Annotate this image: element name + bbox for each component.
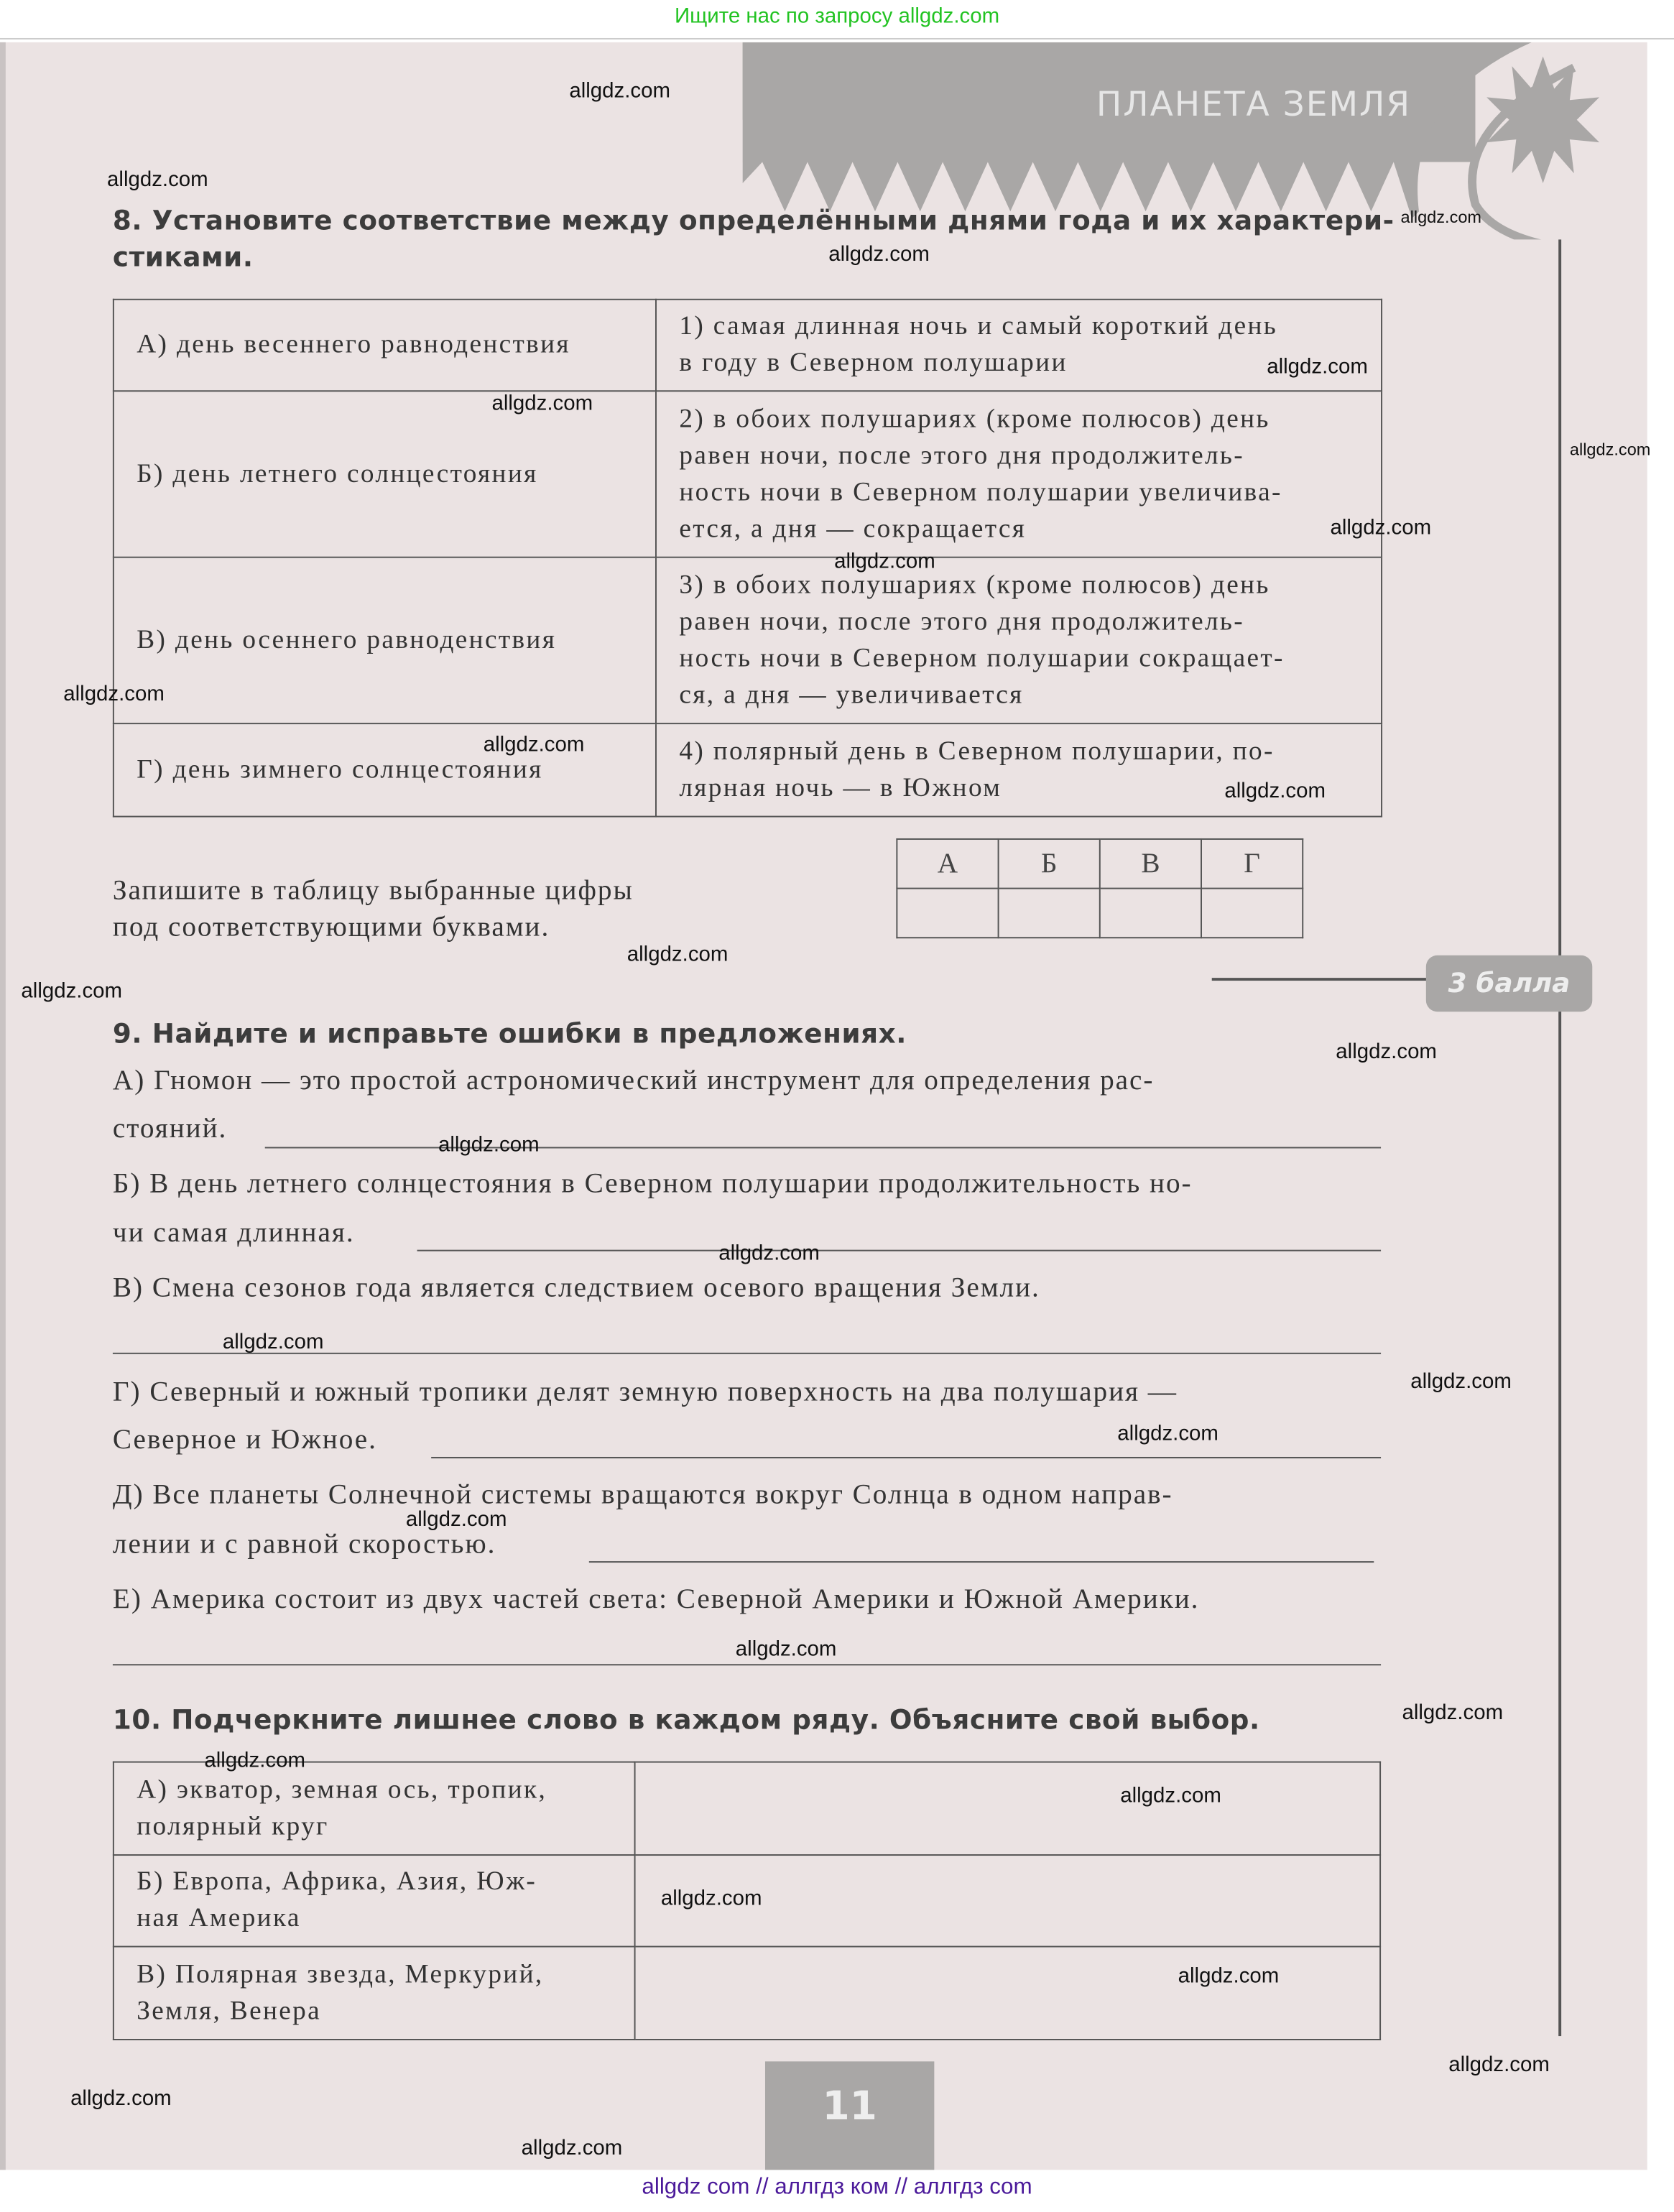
- watermark: allgdz.com: [63, 682, 165, 706]
- table-row: [114, 391, 1382, 557]
- watermark: allgdz.com: [1120, 1784, 1221, 1808]
- watermark: allgdz.com: [735, 1637, 837, 1662]
- watermark: allgdz.com: [521, 2136, 623, 2160]
- answer-header-a: А: [897, 839, 998, 889]
- q8-answer-table: [896, 838, 1303, 938]
- watermark: allgdz.com: [204, 1748, 306, 1773]
- watermark: allgdz.com: [828, 242, 930, 267]
- word-row-a: А) экватор, земная ось, тропик, полярный круг: [114, 1762, 635, 1855]
- word-row-b: Б) Европа, Африка, Азия, Юж- ная Америка: [114, 1855, 635, 1946]
- q9-sentence-g: Г) Северный и южный тропики делят земную поверхность на два полушария —: [112, 1376, 1178, 1408]
- margin-line: [1558, 239, 1561, 2036]
- explanation-cell-a[interactable]: [635, 1762, 1381, 1855]
- score-line: [1212, 978, 1430, 981]
- watermark: allgdz.com: [1410, 1369, 1512, 1394]
- answer-line-e[interactable]: [113, 1664, 1381, 1665]
- answer-cell-a[interactable]: [897, 889, 998, 938]
- answer-header-v: В: [1100, 839, 1201, 889]
- q8-matching-table: [113, 299, 1382, 818]
- watermark: allgdz.com: [222, 1330, 324, 1354]
- star-icon: [1486, 56, 1599, 183]
- day-g: Г) день зимнего солнцестояния: [114, 723, 656, 816]
- answer-header-g: Г: [1201, 839, 1303, 889]
- q8-title: 8. Установите соответствие между определёнными днями года и их характери-: [112, 205, 1395, 237]
- page-number: 11: [765, 2061, 934, 2170]
- watermark: allgdz.com: [483, 732, 585, 757]
- watermark: allgdz.com: [718, 1241, 820, 1266]
- watermark: allgdz.com: [1330, 515, 1432, 540]
- q9-sentence-b: Б) В день летнего солнцестояния в Северном полушарии продолжительность но-: [112, 1167, 1193, 1200]
- watermark: allgdz.com: [660, 1887, 762, 1911]
- q8-title-cont: стиками.: [112, 242, 254, 274]
- q9-sentence-d-cont: лении и с равной скоростью.: [112, 1529, 496, 1560]
- q8-instruction-cont: под соответствующими буквами.: [112, 911, 550, 943]
- q9-sentence-d: Д) Все планеты Солнечной системы вращаются вокруг Солнца в одном направ-: [112, 1479, 1173, 1511]
- day-a: А) день весеннего равноденствия: [114, 300, 656, 391]
- answer-line-b[interactable]: [417, 1250, 1382, 1251]
- q9-sentence-a: А) Гномон — это простой астрономический инструмент для определения рас-: [112, 1065, 1155, 1096]
- watermark: allgdz.com: [21, 979, 123, 1004]
- watermark: allgdz.com: [569, 78, 670, 103]
- day-b: Б) день летнего солнцестояния: [114, 391, 656, 557]
- description-1: 1) самая длинная ночь и самый короткий день в году в Северном полушарии: [656, 300, 1382, 391]
- watermark: allgdz.com: [1336, 1040, 1437, 1064]
- watermark: allgdz.com: [438, 1132, 540, 1157]
- q8-instruction: Запишите в таблицу выбранные цифры: [112, 874, 634, 907]
- q10-title: 10. Подчеркните лишнее слово в каждом ряду. Объясните свой выбор.: [112, 1705, 1260, 1736]
- watermark: allgdz.com: [1448, 2053, 1550, 2077]
- watermark: allgdz.com: [70, 2086, 172, 2111]
- table-row: [114, 1762, 1380, 1855]
- table-row: [114, 557, 1382, 723]
- answer-cell-b[interactable]: [999, 889, 1100, 938]
- watermark: allgdz.com: [1402, 1700, 1504, 1725]
- q9-sentence-a-cont: стояний.: [112, 1113, 228, 1144]
- q9-title: 9. Найдите и исправьте ошибки в предложениях.: [112, 1019, 907, 1050]
- watermark: allgdz.com: [491, 392, 593, 416]
- description-4: 4) полярный день в Северном полушарии, по- лярная ночь — в Южном: [656, 723, 1382, 816]
- description-2: 2) в обоих полушариях (кроме полюсов) день равен ночи, после этого дня продолжитель- ность ночи в Северном полушарии увеличива- ется, а дня — сокращается: [656, 391, 1382, 557]
- bottom-ad-banner[interactable]: allgdz com // аллгдз ком // аллгдз com: [642, 2175, 1032, 2200]
- q9-sentence-e: Е) Америка состоит из двух частей света: Северной Америки и Южной Америки.: [112, 1583, 1200, 1615]
- answer-line-a[interactable]: [265, 1147, 1381, 1148]
- table-row: [114, 723, 1382, 816]
- description-3: 3) в обоих полушариях (кроме полюсов) день равен ночи, после этого дня продолжитель- ность ночи в Северном полушарии сокращает- ся, а дня — увеличивается: [656, 557, 1382, 723]
- watermark: allgdz.com: [626, 943, 729, 967]
- answer-line-d[interactable]: [589, 1561, 1374, 1563]
- explanation-cell-v[interactable]: [635, 1947, 1381, 2040]
- score-badge: 3 балла: [1426, 955, 1592, 1012]
- word-row-v: В) Полярная звезда, Меркурий, Земля, Венера: [114, 1947, 635, 2040]
- watermark: allgdz.com: [1224, 779, 1326, 803]
- watermark: allgdz.com: [107, 167, 208, 192]
- answer-line-g[interactable]: [431, 1457, 1381, 1458]
- divider: [0, 38, 1674, 40]
- table-row: [114, 1947, 1380, 2040]
- watermark: allgdz.com: [1178, 1964, 1280, 1989]
- watermark: allgdz.com: [834, 549, 935, 574]
- watermark: allgdz.com: [1400, 207, 1482, 227]
- answer-cell-g[interactable]: [1201, 889, 1303, 938]
- watermark: allgdz.com: [1267, 355, 1368, 379]
- answer-header-b: Б: [999, 839, 1100, 889]
- watermark: allgdz.com: [1117, 1421, 1218, 1446]
- answer-cell-v[interactable]: [1100, 889, 1201, 938]
- watermark: allgdz.com: [1569, 439, 1651, 460]
- q9-sentence-g-cont: Северное и Южное.: [112, 1424, 377, 1456]
- table-row: [114, 300, 1382, 391]
- watermark: allgdz.com: [405, 1507, 507, 1532]
- q9-sentence-v: В) Смена сезонов года является следствием осевого вращения Земли.: [112, 1272, 1040, 1304]
- section-title: ПЛАНЕТА ЗЕМЛЯ: [1096, 84, 1412, 124]
- day-v: В) день осеннего равноденствия: [114, 557, 656, 723]
- q9-sentence-b-cont: чи самая длинная.: [112, 1217, 355, 1249]
- top-ad-banner[interactable]: Ищите нас по запросу allgdz.com: [674, 4, 1000, 29]
